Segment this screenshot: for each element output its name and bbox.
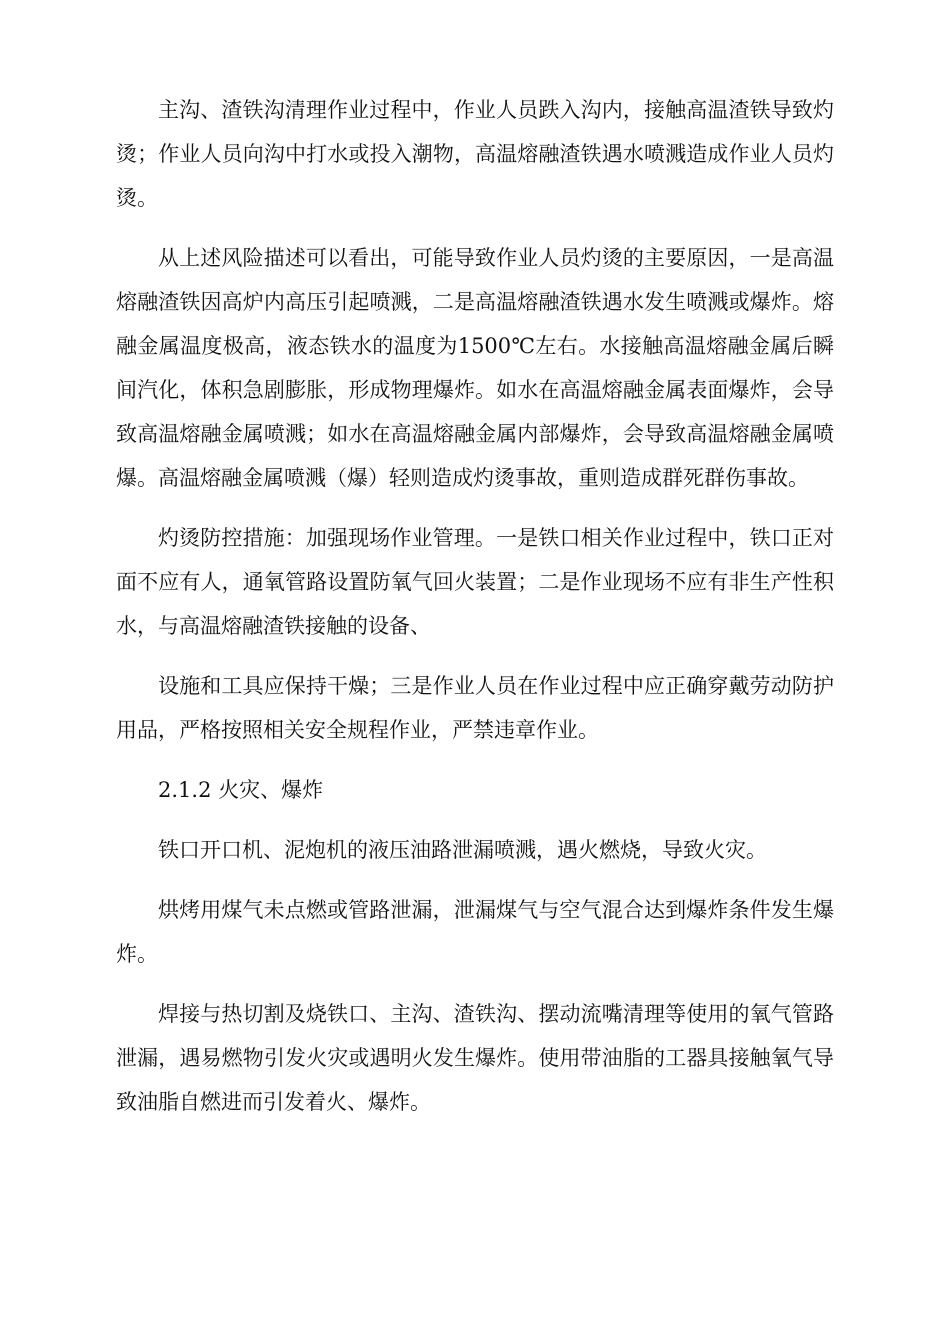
- document-body: [116, 88, 834, 1140]
- paragraph-burn-causes: 从上述风险描述可以看出，可能导致作业人员灼烫的主要原因，一是高温熔融渣铁因高炉内高压引起喷溅，二是高温熔融渣铁遇水发生喷溅或爆炸。熔融金属温度极高，液态铁水的温度为1500℃左右。水接触高温熔融金属后瞬间汽化，体积急剧膨胀，形成物理爆炸。如水在高温熔融金属表面爆炸，会导致高温熔融金属喷溅；如水在高温熔融金属内部爆炸，会导致高温熔融金属喷爆。高温熔融金属喷溅（爆）轻则造成灼烫事故，重则造成群死群伤事故。: [116, 246, 834, 490]
- paragraph-oxygen-leak: 焊接与热切割及烧铁口、主沟、渣铁沟、摆动流嘴清理等使用的氧气管路泄漏，遇易燃物引发火灾或遇明火发生爆炸。使用带油脂的工器具接触氧气导致油脂自燃进而引发着火、爆炸。: [116, 1002, 834, 1114]
- paragraph-burn-prevention: 灼烫防控措施：加强现场作业管理。一是铁口相关作业过程中，铁口正对面不应有人，通氧管路设置防氧气回火装置；二是作业现场不应有非生产性积水，与高温熔融渣铁接触的设备、: [116, 526, 834, 638]
- section-heading-fire-explosion: 2.1.2 火灾、爆炸: [158, 778, 324, 802]
- paragraph-channel-cleaning-burns: 主沟、渣铁沟清理作业过程中，作业人员跌入沟内，接触高温渣铁导致灼烫；作业人员向沟中打水或投入潮物，高温熔融渣铁遇水喷溅造成作业人员灼烫。: [116, 98, 834, 210]
- paragraph-hydraulic-fire: 铁口开口机、泥炮机的液压油路泄漏喷溅，遇火燃烧，导致火灾。: [158, 838, 767, 862]
- paragraph-burn-prevention-continued: 设施和工具应保持干燥；三是作业人员在作业过程中应正确穿戴劳动防护用品，严格按照相关安全规程作业，严禁违章作业。: [116, 674, 834, 742]
- paragraph-gas-explosion: 烘烤用煤气未点燃或管路泄漏，泄漏煤气与空气混合达到爆炸条件发生爆炸。: [116, 898, 834, 966]
